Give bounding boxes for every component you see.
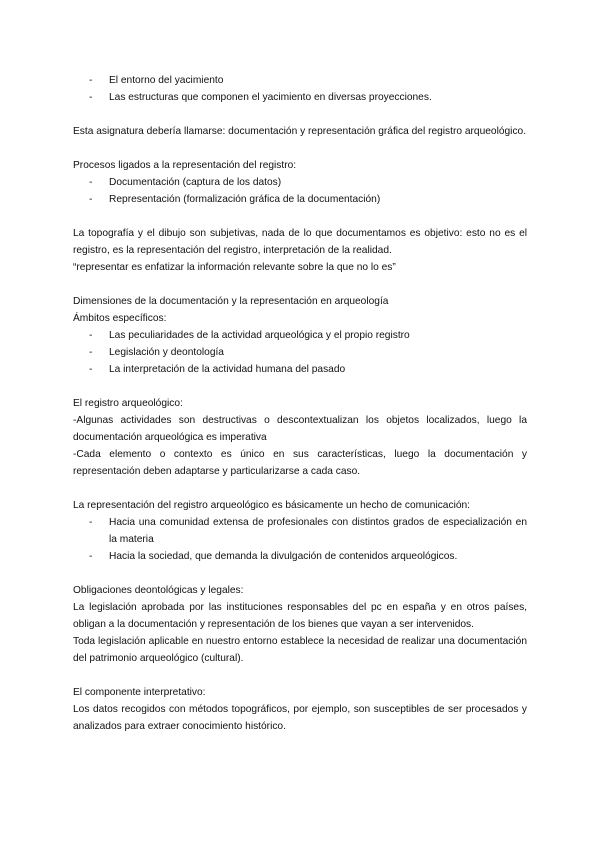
interpretativo-paragraph: Los datos recogidos con métodos topográficos, por ejemplo, son susceptibles de ser procesados y analizados para extraer conocimiento histórico.	[73, 704, 527, 732]
procesos-heading: Procesos ligados a la representación del registro:	[73, 160, 297, 171]
document-page	[73, 72, 527, 735]
registro-heading: El registro arqueológico:	[73, 398, 183, 409]
topografia-paragraph: La topografía y el dibujo son subjetivas, nada de lo que documentamos es objetivo: esto no es el registro, es la representación del registro, interpretación de la realidad.	[73, 228, 527, 256]
list-item: - El entorno del yacimiento	[73, 72, 527, 89]
list-item: - Las estructuras que componen el yacimiento en diversas proyecciones.	[73, 89, 527, 106]
interpretativo-heading: El componente interpretativo:	[73, 687, 206, 698]
dimensiones-heading: Dimensiones de la documentación y la representación en arqueología	[73, 296, 389, 307]
intro-list	[73, 72, 527, 106]
list-item: - La interpretación de la actividad humana del pasado	[73, 361, 527, 378]
list-item: - Documentación (captura de los datos)	[73, 174, 527, 191]
obligaciones-paragraph-2: Toda legislación aplicable en nuestro entorno establece la necesidad de realizar una documentación del patrimonio arqueológico (cultural).	[73, 636, 527, 664]
list-item: - Representación (formalización gráfica de la documentación)	[73, 191, 527, 208]
comunicacion-list	[73, 514, 527, 565]
ambitos-subheading: Ámbitos específicos:	[73, 313, 167, 324]
topografia-quote: “representar es enfatizar la información relevante sobre la que no lo es”	[73, 262, 396, 273]
obligaciones-heading: Obligaciones deontológicas y legales:	[73, 585, 244, 596]
registro-line-2: -Cada elemento o contexto es único en sus características, luego la documentación y representación deben adaptarse y particularizarse a cada caso.	[73, 449, 527, 477]
comunicacion-heading: La representación del registro arqueológico es básicamente un hecho de comunicación:	[73, 500, 470, 511]
obligaciones-paragraph-1: La legislación aprobada por las instituciones responsables del pc en españa y en otros países, obligan a la documentación y representación de los bienes que vayan a ser intervenidos.	[73, 602, 527, 630]
list-item: - Hacia la sociedad, que demanda la divulgación de contenidos arqueológicos.	[73, 548, 527, 565]
ambitos-list	[73, 327, 527, 378]
procesos-list	[73, 174, 527, 208]
list-item: - Las peculiaridades de la actividad arqueológica y el propio registro	[73, 327, 527, 344]
asignatura-paragraph: Esta asignatura debería llamarse: documentación y representación gráfica del registro arqueológico.	[73, 126, 527, 137]
list-item: - Hacia una comunidad extensa de profesionales con distintos grados de especialización en la materia	[73, 514, 527, 548]
list-item: - Legislación y deontología	[73, 344, 527, 361]
registro-line-1: -Algunas actividades son destructivas o descontextualizan los objetos localizados, luego la documentación arqueológica es imperativa	[73, 415, 527, 443]
